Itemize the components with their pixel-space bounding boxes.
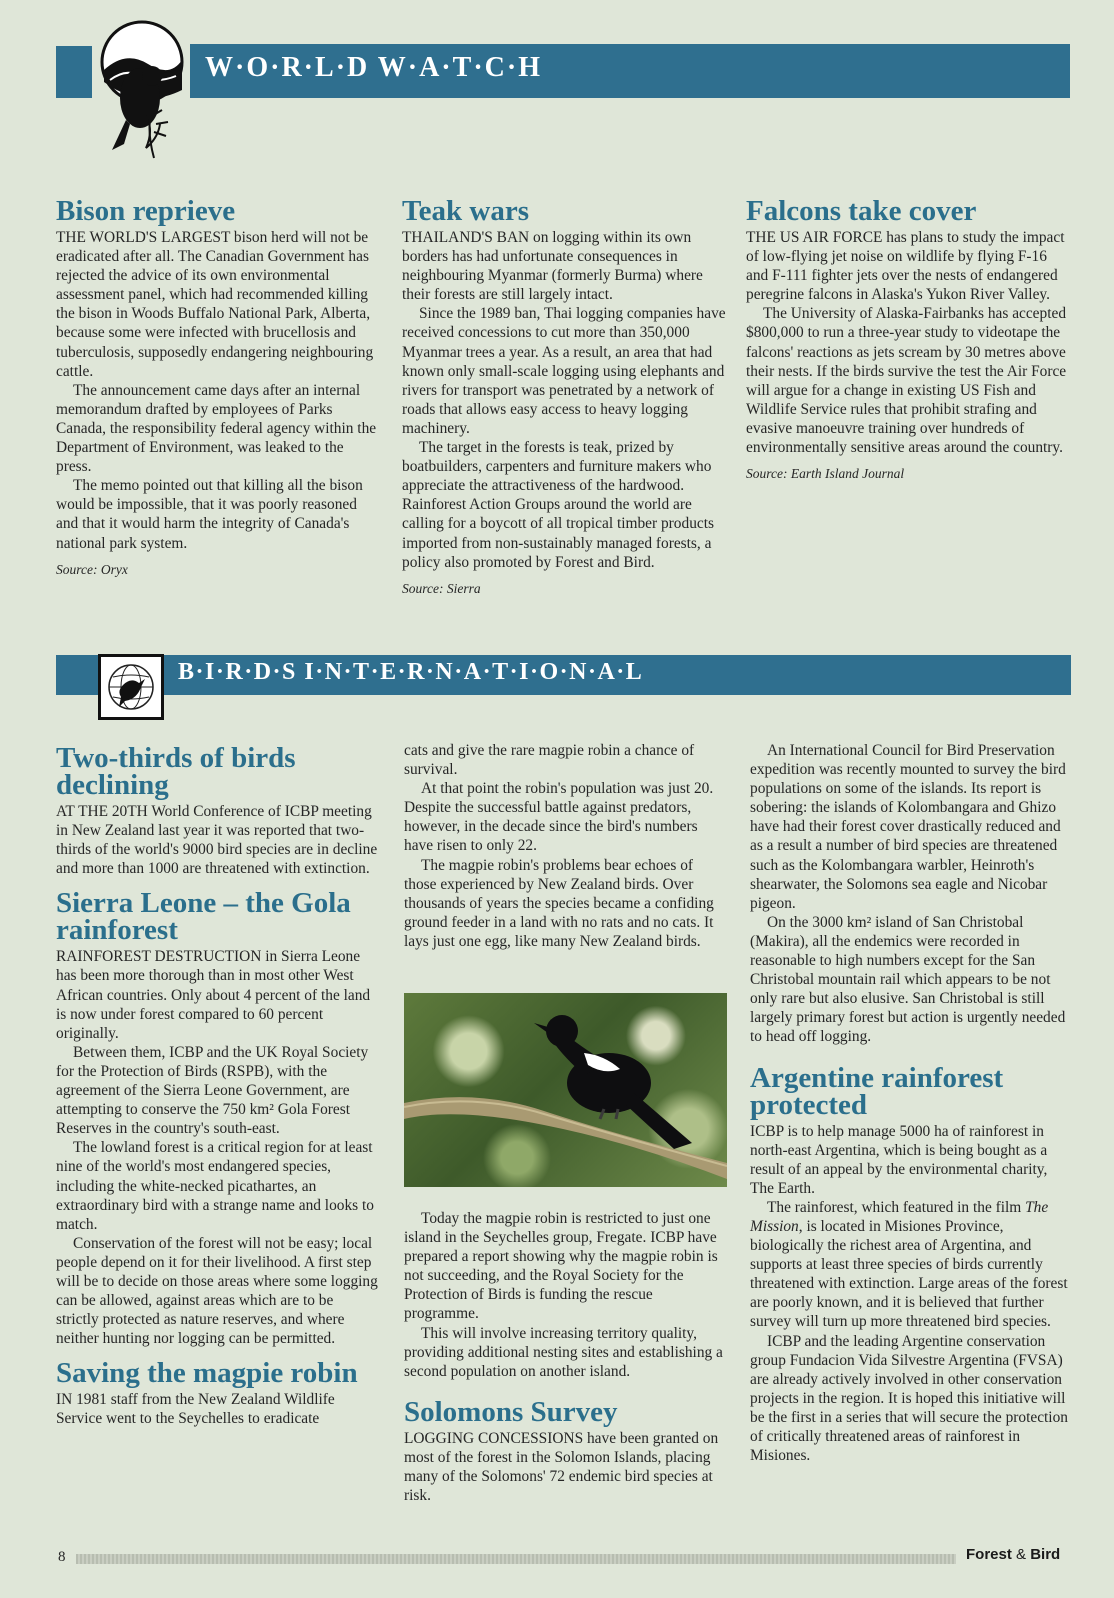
paragraph: cats and give the rare magpie robin a chance of survival. — [404, 742, 695, 779]
magazine-name-amp: & — [1011, 1546, 1031, 1563]
two-thirds-heading: Two-thirds of birds declining — [56, 742, 296, 801]
paragraph: On the 3000 km² island of San Christobal (Makira), all the endemics were recorded in reasonable to high numbers except for the San Christobal mountain rail which appears to be not only rare but also elusive. San Christobal is still largely primary forest but action is urgently needed to head off logging. — [750, 913, 1066, 1046]
paragraph: The magpie robin's problems bear echoes of those experienced by New Zealand birds. Over thousands of years the species became a confiding ground feeder in a land with no rats and no cats. It lays just one egg, like many New Zealand birds. — [404, 856, 714, 950]
birds-col-2-bottom — [404, 1209, 728, 1505]
paragraph: Between them, ICBP and the UK Royal Society for the Protection of Birds (RSPB), with the agreement of the Sierra Leone Government, are attempting to conserve the 750 km² Gola Forest Reserves in the country's south-east. — [56, 1043, 369, 1138]
paragraph: THAILAND'S BAN on logging within its own borders has had unfortunate consequences in neighbouring Myanmar (formerly Burma) where their forests are still largely intact. — [402, 229, 703, 304]
birds-international-title: B·I·R·D·S I·N·T·E·R·N·A·T·I·O·N·A·L — [178, 659, 644, 685]
paragraph-text: , is located in Misiones Province, biologically the richest area of Argentina, and supports at least three species of birds currently threatened with extinction. Large areas of the forest are poorly known, and it is believed that further survey will turn up more threatened bird species. — [750, 1217, 1068, 1331]
paragraph: AT THE 20TH World Conference of ICBP meeting in New Zealand last year it was reported that two-thirds of the world's 9000 bird species are in decline and more than 1000 are threatened with extinction. — [56, 803, 378, 878]
source-credit: Source: Sierra — [402, 580, 481, 596]
birds-col-1 — [56, 742, 378, 1429]
paragraph: The lowland forest is a critical region for at least nine of the world's most endangered species, including the white-necked picathartes, an extraordinary bird with a strange name and looks to match. — [56, 1139, 374, 1233]
solomons-heading: Solomons Survey — [404, 1395, 618, 1428]
paragraph: The University of Alaska-Fairbanks has accepted $800,000 to run a three-year study to videotape the falcons' reactions as jets scream by 30 metres above their nests. If the birds survive the test the Air Force will argue for a change in existing US Fish and Wildlife Service rules that prohibit strafing and evasive manoeuvre training over hundreds of environmentally sensitive areas around the country. — [746, 305, 1067, 457]
falcons-heading: Falcons take cover — [746, 195, 977, 227]
paragraph: ICBP is to help manage 5000 ha of rainforest in north-east Argentina, which is being bought as a result of an appeal by the environmental charity, The Earth. — [750, 1122, 1048, 1197]
paragraph: ICBP and the leading Argentine conservation group Fundacion Vida Silvestre Argentina (FVSA) are already actively involved in other conservation projects in the region. It is hoped this initiative will be the first in a series that will secure the protection of critically threatened areas of rainforest in Misiones. — [750, 1332, 1068, 1465]
falcons-article — [746, 195, 1070, 483]
magpie-heading: Saving the magpie robin — [56, 1357, 358, 1390]
source-credit: Source: Earth Island Journal — [746, 466, 905, 482]
page-number: 8 — [58, 1549, 66, 1565]
footer-rule — [76, 1554, 956, 1564]
paragraph: RAINFOREST DESTRUCTION in Sierra Leone has been more thorough than in most other West African countries. Only about 4 percent of the land is now under forest compared to 60 percent originally. — [56, 948, 371, 1042]
paragraph: IN 1981 staff from the New Zealand Wildlife Service went to the Seychelles to eradicate — [56, 1391, 335, 1428]
teak-article — [402, 195, 726, 598]
magpie-robin-photo — [404, 993, 727, 1187]
globe-bird-icon — [98, 654, 164, 720]
paragraph: This will involve increasing territory quality, providing additional nesting sites and establishing a second population on another island. — [404, 1324, 723, 1380]
birds-col-3 — [750, 741, 1072, 1465]
paragraph: Since the 1989 ban, Thai logging companies have received concessions to cut more than 350,000 Myanmar trees a year. As a result, an area that had known only small-scale logging using elephants and rivers for transport was penetrated by a network of roads that allows easy access to heavy logging machinery. — [402, 305, 726, 437]
bison-heading: Bison reprieve — [56, 195, 236, 227]
paragraph-text: The rainforest, which featured in the film — [767, 1198, 1026, 1216]
paragraph: Conservation of the forest will not be easy; local people depend on it for their livelihood. A first step will be to decide on those areas where some logging can be allowed, against areas which are to be strictly protected as nature reserves, and where neither hunting nor logging can be permitted. — [56, 1234, 378, 1348]
paragraph: Today the magpie robin is restricted to just one island in the Seychelles group, Fregate. ICBP have prepared a report showing why the magpie robin is not succeeding, and the Royal Society for the Protection of Birds is funding the rescue programme. — [404, 1210, 718, 1323]
paragraph: LOGGING CONCESSIONS have been granted on most of the forest in the Solomon Islands, placing many of the Solomons' 72 endemic bird species at risk. — [404, 1429, 719, 1505]
bison-article — [56, 195, 378, 579]
argentine-heading: Argentine rainforest protected — [750, 1061, 1004, 1121]
source-credit: Source: Oryx — [56, 561, 128, 577]
bird-logo-icon — [96, 20, 188, 162]
paragraph: The memo pointed out that killing all the bison would be impossible, that it was poorly reasoned and that it would harm the integrity of Canada's national park system. — [56, 477, 363, 552]
paragraph: THE WORLD'S LARGEST bison herd will not be eradicated after all. The Canadian Government has rejected the advice of its own environmental assessment panel, which had recommended killing the bison in Woods Buffalo National Park, Alberta, because some were infected with brucellosis and tuberculosis, supposedly endangering neighbouring cattle. — [56, 229, 374, 380]
paragraph — [750, 1198, 1072, 1332]
teak-heading: Teak wars — [402, 195, 530, 227]
magazine-name-bird: Bird — [1030, 1546, 1061, 1563]
paragraph: The announcement came days after an internal memorandum drafted by employees of Parks Canada, the responsibility federal agency within the Department of Environment, was leaked to the press. — [56, 381, 377, 476]
sierra-leone-heading: Sierra Leone – the Gola rainforest — [56, 887, 351, 947]
paragraph: THE US AIR FORCE has plans to study the impact of low-flying jet noise on wildlife by flying F-16 and F-111 fighter jets over the nests of endangered peregrine falcons in Alaska's Yukon River Valley. — [746, 229, 1065, 304]
magazine-name-forest: Forest — [966, 1546, 1012, 1563]
world-watch-title: W·O·R·L·D W·A·T·C·H — [205, 52, 542, 83]
paragraph: The target in the forests is teak, prized by boatbuilders, carpenters and furniture makers who appreciate the attractiveness of the hardwood. Rainforest Action Groups around the world are calling for a boycott of all tropical timber products imported from non-sustainably managed forests, a policy also promoted by Forest and Bird. — [402, 439, 714, 571]
paragraph: At that point the robin's population was just 20. Despite the successful battle against predators, however, in the decade since the bird's numbers have risen to only 22. — [404, 780, 714, 855]
magazine-name — [966, 1546, 1060, 1563]
film-title: The Mission — [750, 1198, 1049, 1235]
birds-col-2-top — [404, 741, 728, 951]
paragraph: An International Council for Bird Preservation expedition was recently mounted to survey the bird populations on some of the islands. Its report is sobering: the islands of Kolombangara and Ghizo have had their forest cover drastically reduced and as a result a number of bird species are threatened such as the Kolombangara warbler, Heinroth's shearwater, the Solomons sea eagle and Nicobar pigeon. — [750, 742, 1066, 912]
world-watch-band-left — [56, 46, 92, 98]
